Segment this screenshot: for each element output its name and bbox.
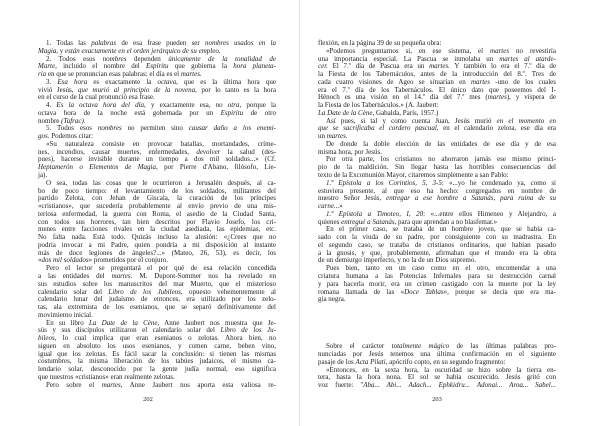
text-run: 1. Todas las bbox=[46, 39, 92, 47]
text-run: 5. Todos esos bbox=[46, 124, 98, 133]
italic-text-run: 1.ª Epístola a Timoteo, I, 20 bbox=[326, 209, 424, 218]
text-run: partido Zelota, con Jehan de Giscala, la curación de los príncipes bbox=[38, 194, 276, 203]
italic-text-run: (Tafrac). bbox=[61, 116, 86, 125]
text-run: nunciadas por Jesús tenemos una última confirmación en el siguiente bbox=[318, 350, 556, 359]
text-run: el segundo caso, se trataba de cristianos ordinarios, que habían pasado bbox=[318, 240, 556, 249]
text-run: 4. bbox=[46, 101, 57, 110]
text-run: a las entidades del bbox=[38, 271, 112, 280]
text-line bbox=[318, 289, 556, 297]
italic-text-run: martes. bbox=[111, 271, 133, 280]
text-run: , Anne Jaubert nos aporta esta valiosa re- bbox=[120, 380, 277, 389]
italic-text-run: entregué a Satanás bbox=[341, 217, 395, 226]
text-run: lendario solar, desconocido por la gente judía normal, eso significa bbox=[38, 365, 276, 374]
paragraph bbox=[38, 180, 276, 265]
text-run: , porque la bbox=[239, 101, 277, 110]
text-line bbox=[318, 296, 556, 304]
text-run: , opuesto vehementemente al bbox=[180, 287, 276, 296]
text-run: no permiten sino bbox=[121, 124, 189, 133]
text-run: » prometidos por el conjuro. bbox=[88, 256, 169, 265]
text-run: vivió Jesús, bbox=[38, 85, 78, 94]
text-run: flexión, en la página 39 de su pequeña obra: bbox=[318, 39, 442, 47]
italic-text-run: cer. bbox=[318, 62, 328, 71]
text-run: sado con la viuda de su padre, por consiguiente con su madrastra. En bbox=[318, 233, 556, 242]
text-section bbox=[318, 40, 556, 304]
text-run: la Fiesta de los Tabernáculos.» (A. Jaubert: bbox=[318, 101, 439, 110]
text-run: que nuestros «cristianos» eran realmente zelotas. bbox=[38, 372, 175, 381]
italic-text-run: devolver bbox=[196, 147, 221, 156]
italic-text-run: La Date de la Cène bbox=[89, 318, 158, 327]
text-run: Pues bien, tanto en un caso como en el otro, encomendar a una bbox=[326, 264, 556, 273]
text-run: de un demiurgo imperfecto, y no la de un Dios supremo. bbox=[318, 256, 477, 265]
text-run: , para que aprendan a no blasfemar.» bbox=[394, 217, 498, 226]
paragraph bbox=[38, 56, 276, 79]
text-run: con todos sus horrores, tan bien descritos por Flavio Josefo, los crí- bbox=[38, 217, 276, 226]
italic-text-run: martes bbox=[490, 46, 510, 55]
italic-text-run: Heptamerón o Elementos de Magia bbox=[38, 163, 156, 172]
text-run: era el 7.º día de los Tabernáculos. El único dato que poseemos del I- bbox=[318, 85, 556, 94]
italic-text-run: Libro de los Ju- bbox=[220, 326, 276, 335]
text-run: En su libro bbox=[46, 318, 90, 327]
text-run: M. Dupont-Sommer nos ha revelado en bbox=[132, 271, 277, 280]
text-run: ), y víspera de bbox=[506, 93, 557, 102]
italic-text-run: Doce Tablas bbox=[404, 287, 444, 296]
page-number: 202 bbox=[143, 396, 153, 403]
text-run: « bbox=[38, 256, 42, 265]
text-run: Así pues, si tal y como cuenta Juan, Jesús murió bbox=[326, 116, 497, 125]
italic-text-run: martes bbox=[101, 380, 121, 389]
text-run: , en el calendario zelota, ese día era bbox=[436, 124, 556, 133]
text-line bbox=[38, 164, 276, 172]
italic-text-run: martes al atarde- bbox=[499, 54, 556, 63]
italic-text-run: Marte bbox=[38, 62, 56, 71]
text-run: tera, hasta la hora nona. El sol se había oscurecido. Jesús gritó con bbox=[318, 373, 556, 382]
text-run: no revestiría bbox=[509, 46, 556, 55]
text-section bbox=[318, 343, 556, 390]
italic-text-run: que se sacrificaba el cordero pascual bbox=[318, 124, 437, 133]
italic-text-run: martes. bbox=[180, 70, 202, 79]
text-run: la salud (des- bbox=[220, 147, 276, 156]
italic-text-run: Es la octava hora del día bbox=[56, 101, 145, 110]
paragraph bbox=[318, 226, 556, 265]
text-run: calendario solar del bbox=[38, 287, 109, 296]
italic-text-run: están exactamente en el orden jerárquico de su empleo. bbox=[65, 46, 221, 55]
paragraph bbox=[38, 102, 276, 125]
text-line bbox=[38, 382, 276, 390]
text-run: ja). bbox=[38, 171, 48, 180]
text-run: No falta nada. Está todo. Quizás incluso la alusión: «¿Crees que no bbox=[38, 233, 276, 242]
text-run: : «...entre ellos Himeneo y Alejandro, a bbox=[423, 209, 557, 218]
italic-text-run: nombres bbox=[102, 54, 127, 63]
italic-text-run: Aba... Abi... Adach... Ephkidru... Adonai... Aroa... Sabel... bbox=[363, 381, 556, 390]
italic-text-run: carne... bbox=[318, 202, 340, 211]
text-line bbox=[318, 382, 556, 390]
text-run: tas, ala extremista de los esenianos, que se separó definitivamente del bbox=[38, 303, 276, 312]
text-run: gia negra. bbox=[318, 295, 346, 304]
italic-text-run: gos. bbox=[38, 132, 50, 141]
text-run: Por otra parte, los cristianos no ahorraron jamás ese mismo princi- bbox=[326, 155, 556, 164]
text-run: En el primer caso, se trataba de un hombre joven, que se había ca- bbox=[326, 225, 556, 234]
text-run: 3. bbox=[46, 77, 58, 86]
italic-text-run: Acta Pilati bbox=[355, 357, 386, 366]
text-line bbox=[318, 195, 556, 203]
text-run: a la gnosis, y que, probablemente, afirmaban que el mundo era la obra bbox=[318, 248, 556, 257]
text-run: costumbres, la misma liberación de los tabúes judaicos, el mismo ca- bbox=[38, 357, 276, 366]
text-run: un bbox=[318, 132, 327, 141]
text-line bbox=[318, 125, 556, 133]
text-section bbox=[38, 40, 276, 389]
text-run: Podemos citar: bbox=[49, 132, 94, 141]
paragraph bbox=[38, 125, 276, 141]
text-run: Sobre el carácter bbox=[326, 342, 392, 351]
text-run: «Su naturaleza consiste en provocar batallas, mortandades, críme- bbox=[46, 139, 276, 148]
text-run: en que se pronuncian esas palabras; el día es el bbox=[46, 70, 181, 79]
text-run: teriosa enfermedad, la guerra con Roma, el asedio de la Ciudad Santa, bbox=[38, 209, 276, 218]
italic-text-run: Libro de los Jubileos bbox=[108, 287, 181, 296]
text-run: » bbox=[339, 202, 343, 211]
paragraph bbox=[38, 141, 276, 180]
paragraph bbox=[38, 265, 276, 319]
text-run: la Fiesta de los Tabernáculos, antes de la introducción del 8.º. Tres de bbox=[318, 70, 556, 79]
italic-text-run: palabras bbox=[91, 39, 117, 47]
text-run: y para hacerla morir, era un crimen castigado con la muerte por la ley bbox=[318, 279, 556, 288]
right-page bbox=[300, 0, 600, 426]
text-run: romana llamada de las « bbox=[318, 287, 405, 296]
text-run: de las últimas palabras pro- bbox=[449, 342, 556, 351]
italic-text-run: entregar a ese hombre a Satanás, para ruina de su bbox=[386, 194, 557, 203]
italic-text-run: 1.ª Epístola a los Corintios, 5, 3-5 bbox=[326, 178, 442, 187]
text-run: Pero sobre el bbox=[46, 380, 102, 389]
paragraph bbox=[38, 320, 276, 382]
text-run: es exactamente la bbox=[87, 77, 158, 86]
paragraph bbox=[318, 211, 556, 227]
text-run: criatura humana a las Potencias Infernales para su destrucción carnal bbox=[318, 271, 556, 280]
text-run: «cristianos», que sucedería probablemente al envío previo de una mis- bbox=[38, 202, 276, 211]
italic-text-run: en el momento en bbox=[496, 116, 556, 125]
text-run: , Gabalda, París, 1957.) bbox=[372, 108, 439, 117]
text-run: quienes bbox=[318, 217, 342, 226]
text-run: siguen en absoluto los usos esenianos, y comen carne, beben vino, bbox=[38, 341, 276, 350]
italic-text-run: martes bbox=[470, 77, 491, 86]
paragraph bbox=[318, 265, 556, 304]
text-run: Pero el lector se preguntará el por qué de esa relación concedida bbox=[46, 264, 276, 273]
text-run: «Entonces, en la sexta hora, la oscuridad se hizo sobre la tierra en- bbox=[326, 365, 556, 374]
text-run: : «...yo he condenado ya, como si bbox=[441, 178, 557, 187]
text-run: de otro bbox=[243, 108, 276, 117]
text-run: , y bbox=[56, 46, 66, 55]
italic-text-run: dos mil soldados bbox=[41, 256, 89, 265]
italic-text-run: nombres bbox=[97, 124, 122, 133]
text-run: sus estudios sobre los manuscritos del mar Muerto, que el misterioso bbox=[38, 279, 276, 288]
text-run: El 7.º día de Pascua era un bbox=[327, 62, 430, 71]
text-run: O sea, todas las cosas que le ocurrieron a Jerusalén después, al ca- bbox=[46, 178, 276, 187]
text-run: pasaje de los bbox=[318, 357, 356, 366]
text-run: texto de la Excomunión Mayor, citaremos simplemente a san Pablo: bbox=[318, 171, 509, 180]
text-run: sús y sus discípulos utilizaron el calendario solar del bbox=[38, 326, 221, 335]
text-run: , y exactamente esa, bbox=[144, 101, 216, 110]
italic-text-run: Magia bbox=[38, 46, 57, 55]
text-run: 2. Todos esos bbox=[46, 54, 103, 63]
page-number: 203 bbox=[432, 396, 442, 403]
text-run: igual que los zelotas. Es fácil sacar la conclusión: si tienen las mismas bbox=[38, 349, 276, 358]
text-run: Y también lo era el 7.º día de bbox=[449, 62, 556, 71]
text-run: , por Pierre d'Abano, filósofo, Lie- bbox=[156, 163, 276, 172]
text-run: , Anne Jaubert nos muestra que Je- bbox=[157, 318, 276, 327]
text-run: -uno de los cuales bbox=[490, 77, 556, 86]
text-run: , apócrifo copto, en su segundo fragmento: bbox=[385, 357, 506, 366]
text-run: pues), hacerse invisible durante un tiempo a dos mil soldados...» (Cf. bbox=[38, 155, 276, 164]
text-run: De donde la doble elección de las entidades de ese día y de esa bbox=[326, 139, 556, 148]
text-run: movimiento inicial. bbox=[38, 310, 93, 319]
text-run: cada cuatro visiones de Ageo se situarían en bbox=[318, 77, 471, 86]
italic-text-run: totalmente mágico bbox=[391, 342, 450, 351]
paragraph bbox=[318, 343, 556, 366]
italic-text-run: martes. bbox=[429, 62, 450, 71]
text-run: estuviera presente, al que eso ha hecho: congregados en nombre de bbox=[318, 186, 556, 195]
text-run: más de doce legiones de ángeles?...» (Mateo, 26, 53), es decir, los bbox=[38, 248, 276, 257]
text-run: », porque se decía que era ma- bbox=[443, 287, 556, 296]
paragraph bbox=[318, 367, 556, 390]
text-run: podría invocar a mi Padre, quien pondría a mi disposición al instante bbox=[38, 240, 276, 249]
italic-text-run: octava bbox=[157, 77, 177, 86]
text-run: misma hora, por Jesús. bbox=[318, 147, 382, 156]
text-run: en el curso de la cual pronunció esa frase. bbox=[38, 93, 155, 102]
text-run: «Podemos preguntarnos si, en ese sistema, el bbox=[326, 46, 491, 55]
text-run: nes, incendios, causar muertes, enfermedades, bbox=[38, 147, 197, 156]
text-run: , incluido el nombre del bbox=[55, 62, 146, 71]
italic-text-run: ria bbox=[38, 70, 47, 79]
italic-text-run: hora planeta- bbox=[233, 62, 276, 71]
paragraph bbox=[318, 156, 556, 179]
text-run: dependen bbox=[126, 54, 169, 63]
italic-text-run: únicamente de la tonalidad de bbox=[168, 54, 276, 63]
paragraph bbox=[318, 141, 556, 157]
paragraph bbox=[318, 180, 556, 211]
italic-text-run: martes bbox=[487, 93, 507, 102]
text-run: calendario lunar del judaísmo de entonces, era utilizado por los zelo- bbox=[38, 295, 276, 304]
italic-text-run: causar daño a los enemi- bbox=[188, 124, 276, 133]
paragraph bbox=[38, 382, 276, 390]
italic-text-run: La Date de la Cène bbox=[318, 108, 373, 117]
text-run: , que es la última hora que bbox=[176, 77, 276, 86]
paragraph bbox=[38, 40, 276, 56]
text-run: , lo cual implica que eran esenianos o zelotas. Ahora bien, no bbox=[54, 334, 276, 343]
page-text-column bbox=[38, 40, 276, 390]
text-run: nuestro Señor Jesús, bbox=[318, 194, 387, 203]
italic-text-run: nombres usados en la bbox=[204, 39, 276, 47]
italic-text-run: no otra bbox=[215, 101, 240, 110]
italic-text-run: Espíritu bbox=[220, 108, 244, 117]
text-run: nombre bbox=[38, 116, 62, 125]
text-run: Hénoch es una visión en el 14.º día del 7.º mes ( bbox=[318, 93, 488, 102]
italic-text-run: Espíritu bbox=[146, 62, 169, 71]
paragraph bbox=[318, 48, 556, 110]
italic-text-run: que murió al principio de la novena bbox=[77, 85, 196, 94]
italic-text-run: Esa hora bbox=[57, 77, 88, 86]
text-run: que gobierna la bbox=[168, 62, 234, 71]
text-run: pio de la maldición. Sin llegar hasta las horribles consecuencias del bbox=[318, 163, 556, 172]
italic-text-run: martes. bbox=[326, 132, 348, 141]
text-run: una importancia especial. La Pascua se inmolaba un bbox=[318, 54, 500, 63]
page-text-column bbox=[318, 40, 556, 390]
text-run: menes entre facciones rivales en la ciudad asediada, las epidemias, etc. bbox=[38, 225, 276, 234]
text-run: octava hora de la noche está gobernada por un bbox=[38, 108, 221, 117]
text-run: , por lo tanto es la hora bbox=[195, 85, 276, 94]
paragraph bbox=[38, 79, 276, 102]
text-run: voz fuerte: " bbox=[318, 381, 364, 390]
text-run: de esa frase pueden ser bbox=[116, 39, 205, 47]
paragraph bbox=[318, 118, 556, 141]
text-run: bo de poco tiempo: el levantamiento de los soldados, militantes del bbox=[38, 186, 276, 195]
italic-text-run: bileos bbox=[38, 334, 55, 343]
